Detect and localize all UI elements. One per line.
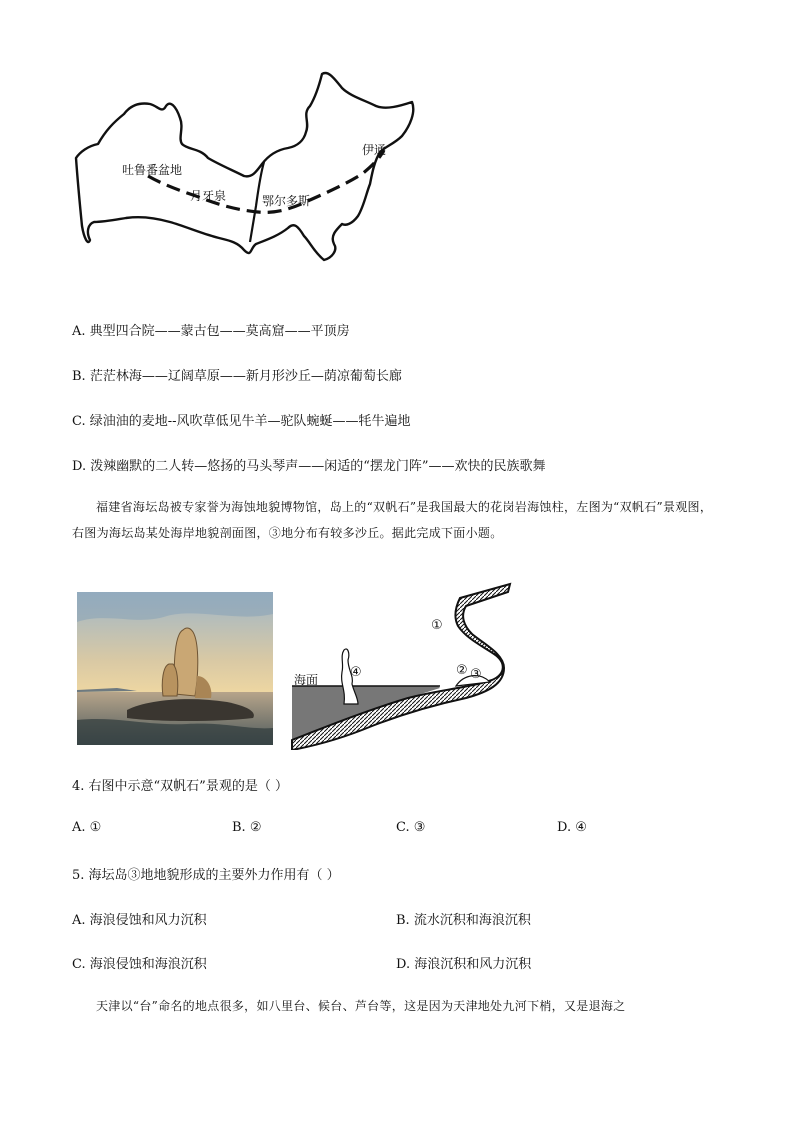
option-text: 海浪侵蚀和风力沉积 xyxy=(89,913,207,928)
map-label-yitong: 伊通 xyxy=(362,143,387,157)
option-letter: D. xyxy=(396,957,411,972)
option-d xyxy=(72,455,546,474)
option-text: 海浪侵蚀和海浪沉积 xyxy=(89,957,207,972)
question-4-stem: 4. 右图中示意“双帆石”景观的是（ ） xyxy=(72,779,288,794)
option-c xyxy=(72,410,411,429)
q4-option-d xyxy=(557,820,587,835)
marker-4: ④ xyxy=(350,665,362,680)
option-text: ④ xyxy=(575,820,587,835)
q5-option-a xyxy=(72,909,207,928)
option-letter: B. xyxy=(232,820,246,835)
option-letter: D. xyxy=(72,459,87,474)
option-letter: A. xyxy=(72,913,86,928)
option-text: ② xyxy=(249,820,262,835)
option-text: 绿油油的麦地--风吹草低见牛羊—驼队蜿蜒——牦牛遍地 xyxy=(89,414,411,429)
marker-3: ③ xyxy=(470,667,482,682)
q5-option-c xyxy=(72,953,207,972)
option-letter: B. xyxy=(396,913,410,928)
option-letter: C. xyxy=(72,414,86,429)
option-a xyxy=(72,320,350,339)
q4-option-a xyxy=(72,820,101,835)
option-letter: A. xyxy=(72,820,86,835)
sea-surface-label: 海面 xyxy=(294,673,319,687)
option-letter: C. xyxy=(396,820,410,835)
option-b xyxy=(72,365,402,384)
option-letter: B. xyxy=(72,369,86,384)
coast-profile-diagram xyxy=(288,580,516,750)
marker-1: ① xyxy=(431,618,443,633)
option-text: 典型四合院——蒙古包——莫高窟——平顶房 xyxy=(89,324,350,339)
option-letter: C. xyxy=(72,957,86,972)
option-letter: A. xyxy=(72,324,86,339)
china-route-map xyxy=(66,66,418,266)
option-text: 流水沉积和海浪沉积 xyxy=(413,913,531,928)
map-label-ordos: 鄂尔多斯 xyxy=(262,194,311,208)
passage-haitan-island: 福建省海坛岛被专家誉为海蚀地貌博物馆，岛上的“双帆石”是我国最大的花岗岩海蚀柱，左图为“双帆石”景观图，右图为海坛岛某处海岸地貌剖面图，③地分布有较多沙丘。据此完成下面小题。 xyxy=(72,500,713,540)
q5-option-d xyxy=(396,953,531,972)
map-label-crescent-spring: 月牙泉 xyxy=(190,189,227,203)
passage-tianjin: 天津以“台”命名的地点很多，如八里台、候台、芦台等，这是因为天津地处九河下梢，又是退海之 xyxy=(96,999,626,1013)
twin-sail-rock-photo xyxy=(77,592,273,745)
option-text: 泼辣幽默的二人转—悠扬的马头琴声——闲适的“摆龙门阵”——欢快的民族歌舞 xyxy=(90,459,546,474)
map-label-turpan: 吐鲁番盆地 xyxy=(122,163,183,177)
option-letter: D. xyxy=(557,820,572,835)
option-text: 海浪沉积和风力沉积 xyxy=(414,957,532,972)
option-text: ③ xyxy=(413,820,426,835)
marker-2: ② xyxy=(456,663,468,678)
q4-option-b xyxy=(232,820,261,835)
option-text: 茫茫林海——辽阔草原——新月形沙丘—荫凉葡萄长廊 xyxy=(89,369,402,384)
q5-option-b xyxy=(396,909,531,928)
q4-option-c xyxy=(396,820,425,835)
option-text: ① xyxy=(89,820,102,835)
question-5-stem: 5. 海坛岛③地地貌形成的主要外力作用有（ ） xyxy=(72,868,340,883)
